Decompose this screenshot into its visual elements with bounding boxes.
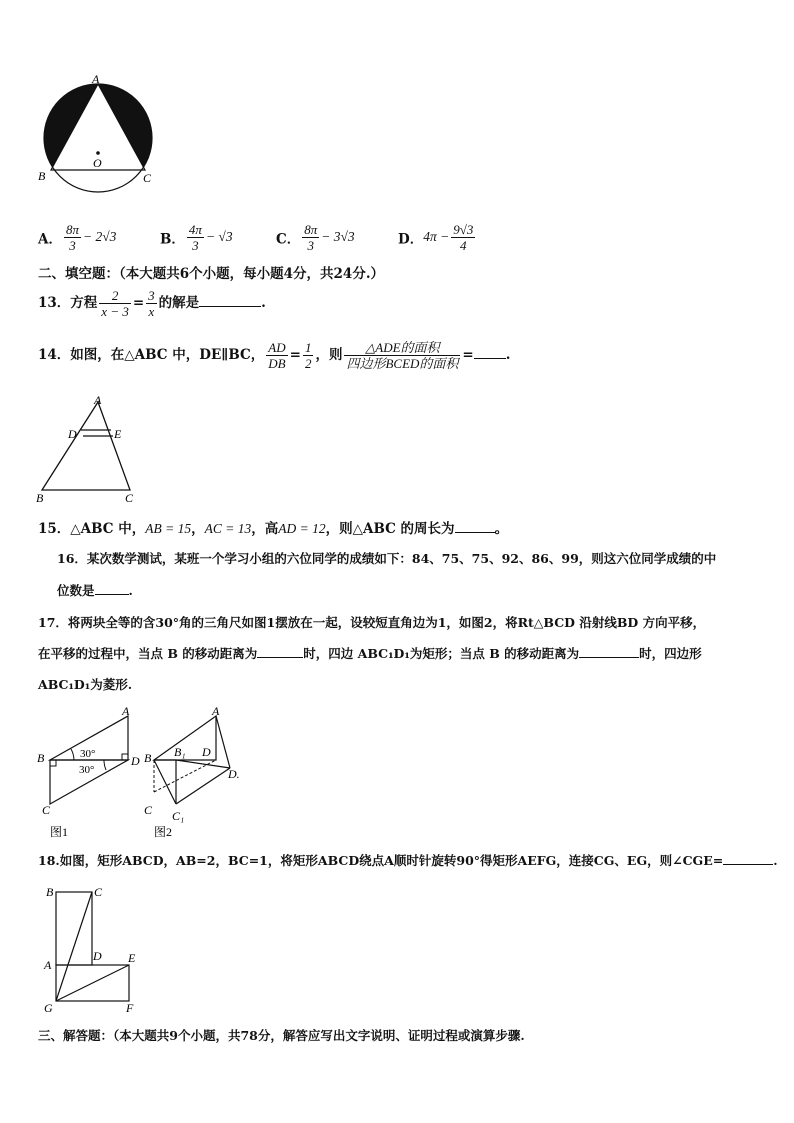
answer-blank-16[interactable] xyxy=(95,594,129,595)
circle-triangle-figure xyxy=(30,74,170,204)
option-a: A． $\frac{8\pi}{3}$ − 2√3 xyxy=(38,222,117,253)
fig1-label-b: B xyxy=(37,751,45,765)
option-d: D．4π − $\frac{9√3}{4}$ xyxy=(398,222,474,253)
label-d: D xyxy=(93,949,102,963)
question-17-line-2: 在平移的过程中，当点 B 的移动距离为 时，四边 ABC₁D₁为矩形；当点 B 的移动距离为 时，四边形 xyxy=(38,646,702,661)
label-e: E xyxy=(128,951,136,965)
fig1-caption: 图1 xyxy=(50,825,69,839)
question-15: 15．△ABC 中，AB = 15，AC = 13，高AD = 12，则△ABC 的周长为 。 xyxy=(38,521,509,537)
label-a: A xyxy=(92,74,100,86)
option-b: B． $\frac{4\pi}{3}$ − √3 xyxy=(160,222,233,253)
question-17-line-1: 17．将两块全等的含30°角的三角尺如图1摆放在一起，设较短直角边为1，如图2，将Rt△BCD 沿射线BD 方向平移， xyxy=(38,615,706,630)
option-c: C． $\frac{8\pi}{3}$ − 3√3 xyxy=(276,222,355,253)
label-c: C xyxy=(94,885,103,899)
fig2-label-d1: D. xyxy=(228,767,240,781)
label-f: F xyxy=(126,1001,134,1015)
section-3-heading: 三、解答题：（本大题共9个小题，共78分，解答应写出文字说明、证明过程或演算步骤. xyxy=(38,1028,525,1043)
label-a: A xyxy=(44,958,52,972)
label-a: A xyxy=(94,393,102,407)
label-b: B xyxy=(36,491,44,504)
answer-blank-13[interactable] xyxy=(199,306,261,307)
question-14: 14．如图，在△ABC 中，DE∥BC， $\frac{AD}{DB}$ = $\frac{1}{2}$ ，则 $\frac{\text{△ADE的面积}}{\text{四边形BCED的面积}}$ = . xyxy=(38,340,511,371)
question-17-line-3: ABC₁D₁为菱形. xyxy=(38,677,133,692)
label-c: C xyxy=(125,491,134,504)
rectangle-rotation-figure xyxy=(34,880,154,1018)
fig2-label-c: C xyxy=(144,803,153,817)
answer-blank-17b[interactable] xyxy=(579,657,639,658)
fig1-angle-2: 30° xyxy=(79,764,95,776)
answer-blank-17a[interactable] xyxy=(257,657,303,658)
label-g: G xyxy=(44,1001,53,1015)
triangle-de-figure xyxy=(34,392,144,504)
fig2-label-c1: C₁ xyxy=(172,809,185,823)
question-16-line-1: 16．某次数学测试，某班一个学习小组的六位同学的成绩如下：84、75、75、92、86、99，则这六位同学成绩的中 xyxy=(57,551,717,566)
answer-blank-18[interactable] xyxy=(723,864,773,865)
fig2-label-b1: B₁ xyxy=(174,745,186,759)
fig2-label-a: A xyxy=(212,704,220,718)
label-b: B xyxy=(38,169,46,183)
question-16-line-2: 位数是 . xyxy=(57,583,133,598)
fig2-label-d: D xyxy=(202,745,211,759)
fig1-label-d: D xyxy=(131,754,140,768)
label-c: C xyxy=(143,171,152,185)
label-d: D xyxy=(68,427,77,441)
section-2-heading: 二、填空题：（本大题共6个小题，每小题4分，共24分.） xyxy=(38,266,385,282)
fig2-label-b: B xyxy=(144,751,152,765)
fig1-label-c: C xyxy=(42,803,51,817)
question-13: 13．方程 $\frac{2}{x - 3}$ = $\frac{3}{x}$ 的解是 . xyxy=(38,288,266,319)
fig1-label-a: A xyxy=(122,704,130,718)
label-b: B xyxy=(46,885,54,899)
fig2-caption: 图2 xyxy=(154,825,173,839)
answer-blank-15[interactable] xyxy=(455,532,495,533)
question-18: 18.如图，矩形ABCD，AB=2，BC=1，将矩形ABCD绕点A顺时针旋转90°得矩形AEFG，连接CG、EG，则∠CGE= . xyxy=(38,853,778,868)
label-e: E xyxy=(114,427,122,441)
q17-figures xyxy=(34,704,254,844)
answer-blank-14[interactable] xyxy=(474,358,506,359)
fig1-angle-1: 30° xyxy=(80,748,96,760)
label-o: O xyxy=(93,156,102,170)
